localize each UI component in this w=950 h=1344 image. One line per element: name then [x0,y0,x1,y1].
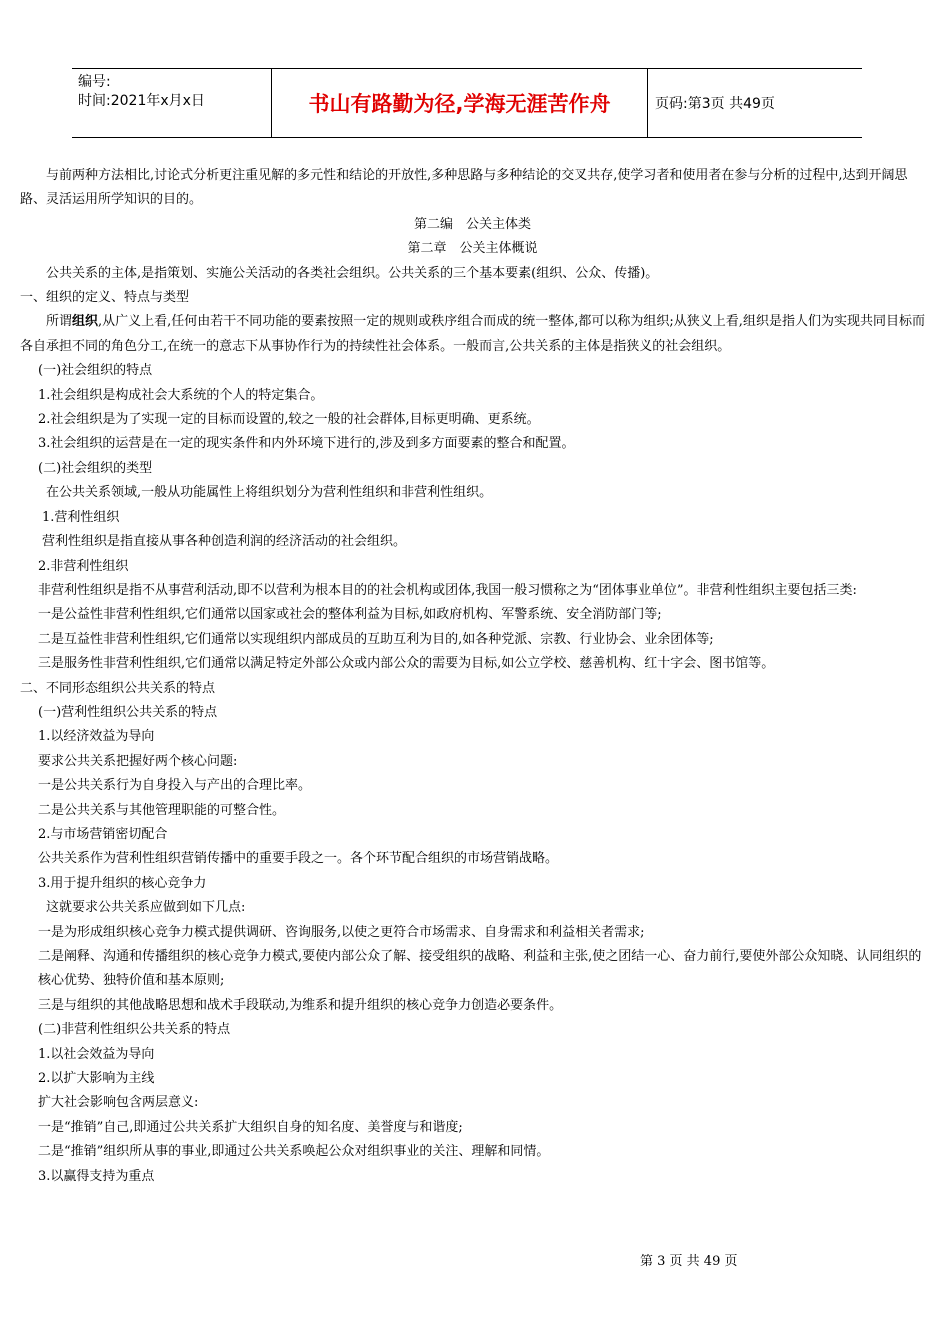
list-item: 1.以经济效益为导向 [38,729,155,745]
text-span: ,从广义上看,任何由若干不同功能的要素按照一定的规则或秩序组合而成的统一整体,都可以称为组织;从狭义上看,组织是指人们为实现共同目标而各自承担不同的角色分工,在统一的意志下从事协作行为的持续性社会体系。一般而言,公共关系的主体是指狭义的社会组织。 [20,314,925,354]
list-item: 二是“推销”组织所从事的事业,即通过公共关系唤起公众对组织事业的关注、理解和同情。 [38,1144,550,1160]
paragraph: 非营利性组织是指不从事营利活动,即不以营利为根本目的的社会机构或团体,我国一般习惯称之为“团体事业单位”。非营利性组织主要包括三类: [38,582,857,598]
list-item: 一是为形成组织核心竞争力模式提供调研、咨询服务,以使之更符合市场需求、自身需求和利益相关者需求; [38,924,645,940]
text-span: 所谓 [46,314,73,330]
paragraph: 扩大社会影响包含两层意义: [38,1095,199,1111]
list-item: 三是与组织的其他战略思想和战术手段联动,为维系和提升组织的核心竞争力创造必要条件。 [38,997,563,1013]
paragraph: 与前两种方法相比,讨论式分析更注重见解的多元性和结论的开放性,多种思路与多种结论的交叉共存,使学习者和使用者在参与分析的过程中,达到开阔思路、灵活运用所学知识的目的。 [20,168,908,208]
list-item: 2.非营利性组织 [38,558,129,574]
list-item: 一是公共关系行为自身投入与产出的合理比率。 [38,778,312,794]
paragraph: 公共关系作为营利性组织营销传播中的重要手段之一。各个环节配合组织的市场营销战略。 [38,851,559,867]
list-item: 二是公共关系与其他管理职能的可整合性。 [38,802,286,818]
subsection-heading: (一)营利性组织公共关系的特点 [38,704,218,720]
page-header [72,68,862,138]
header-page-info: 页码:第3页 共49页 [655,96,775,112]
keyword: 组织 [72,314,99,330]
list-item: 1.以社会效益为导向 [38,1046,155,1062]
part-title: 第二编 公关主体类 [413,216,531,232]
list-item: 一是公益性非营利性组织,它们通常以国家或社会的整体利益为目标,如政府机构、军警系统、安全消防部门等; [38,607,662,623]
list-item: 二是互益性非营利性组织,它们通常以实现组织内部成员的互助互利为目的,如各种党派、宗教、行业协会、业余团体等; [38,631,714,647]
list-item: 2.以扩大影响为主线 [38,1071,155,1087]
section-heading: 一、组织的定义、特点与类型 [20,290,190,306]
list-item: 2.与市场营销密切配合 [38,826,168,842]
paragraph: 在公共关系领域,一般从功能属性上将组织划分为营利性组织和非营利性组织。 [46,485,493,501]
header-id-label: 编号: [78,74,111,90]
list-item: 3.用于提升组织的核心竞争力 [38,875,207,891]
header-time: 时间:2021年x月x日 [78,93,205,109]
list-item: 一是“推销”自己,即通过公共关系扩大组织自身的知名度、美誉度与和谐度; [38,1119,463,1135]
list-item: 1.社会组织是构成社会大系统的个人的特定集合。 [38,387,324,403]
paragraph: 营利性组织是指直接从事各种创造利润的经济活动的社会组织。 [42,534,407,550]
subsection-heading: (二)非营利性组织公共关系的特点 [38,1022,231,1038]
subsection-heading: (一)社会组织的特点 [38,363,153,379]
list-item: 2.社会组织是为了实现一定的目标而设置的,较之一般的社会群体,目标更明确、更系统。 [38,412,540,428]
list-item: 二是阐释、沟通和传播组织的核心竞争力模式,要使内部公众了解、接受组织的战略、利益和主张,使之团结一心、奋力前行,要使外部公众知晓、认同组织的核心优势、独特价值和基本原则; [38,949,922,989]
paragraph: 要求公共关系把握好两个核心问题: [38,753,238,769]
list-item: 三是服务性非营利性组织,它们通常以满足特定外部公众或内部公众的需要为目标,如公立学校、慈善机构、红十字会、图书馆等。 [38,656,775,672]
list-item: 1.营利性组织 [42,509,120,525]
page-footer: 第 3 页 共 49 页 [640,1254,738,1269]
paragraph: 这就要求公共关系应做到如下几点: [46,900,246,916]
header-motto: 书山有路勤为径,学海无涯苦作舟 [272,69,648,137]
section-heading: 二、不同形态组织公共关系的特点 [20,680,216,696]
document-body [20,164,925,1189]
header-meta [72,69,272,137]
chapter-title: 第二章 公关主体概说 [407,241,538,257]
subsection-heading: (二)社会组织的类型 [38,460,153,476]
list-item: 3.以赢得支持为重点 [38,1168,155,1184]
paragraph: 公共关系的主体,是指策划、实施公关活动的各类社会组织。公共关系的三个基本要素(组织、公众、传播)。 [46,265,659,281]
paragraph [20,310,925,359]
list-item: 3.社会组织的运营是在一定的现实条件和内外环境下进行的,涉及到多方面要素的整合和配置。 [38,436,575,452]
